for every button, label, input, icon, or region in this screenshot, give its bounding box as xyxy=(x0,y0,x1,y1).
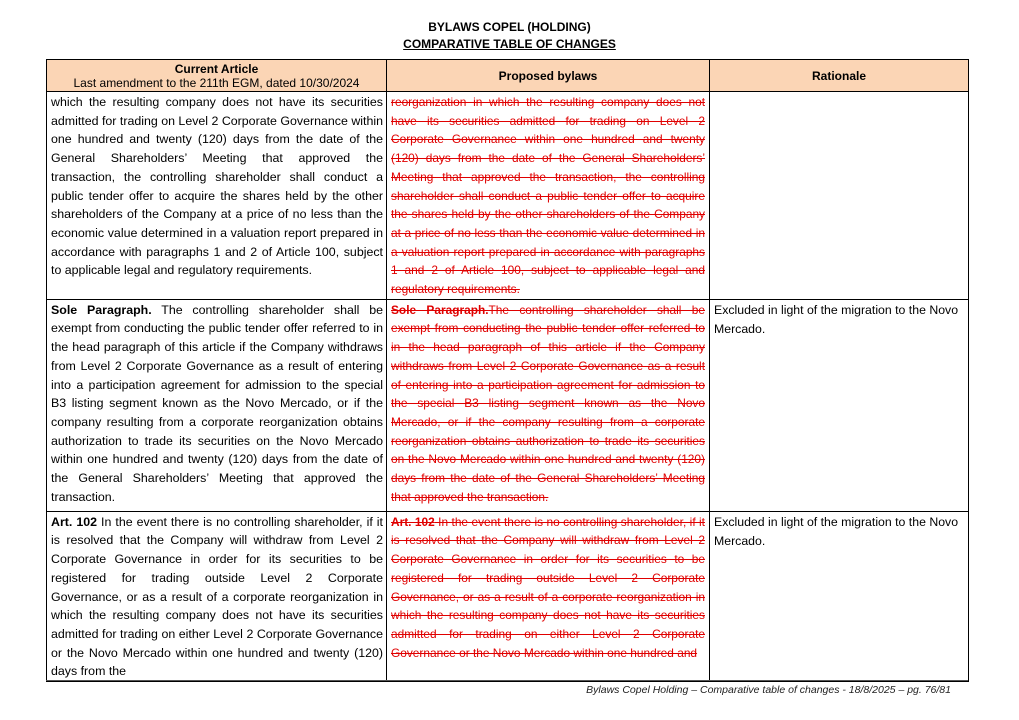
current-article-lead: Art. 102 xyxy=(51,514,98,529)
table-row xyxy=(47,92,969,300)
table-row xyxy=(47,511,969,681)
footer-divider xyxy=(46,680,968,681)
proposed-bylaws-cell xyxy=(387,299,710,511)
document-subtitle: COMPARATIVE TABLE OF CHANGES xyxy=(403,37,616,51)
proposed-bylaws-cell xyxy=(387,92,710,300)
document-title: BYLAWS COPEL (HOLDING) xyxy=(428,20,591,34)
current-article-text: which the resulting company does not have its securities admitted for trading on Level 2 Corporate Governance within one hundred and twenty (120) days from the date of the General Shareholders’ Meeting that approved the transaction, the controlling shareholder shall conduct a public tender offer to acquire the shares held by the other shareholders of the Company at a price of no less than the economic value determined in a valuation report prepared in accordance with paragraphs 1 and 2 of Article 100, subject to applicable legal and regulatory requirements. xyxy=(51,95,383,278)
current-article-cell xyxy=(47,299,387,511)
proposed-bylaws-text: reorganization in which the resulting company does not have its securities admitted for trading on Level 2 Corporate Governance within one hundred and twenty (120) days from the date of the General Shareholders’ Meeting that approved the transaction, the controlling shareholder shall conduct a public tender offer to acquire the shares held by the other shareholders of the Company at a price of no less than the economic value determined in a valuation report prepared in accordance with paragraphs 1 and 2 of Article 100, subject to applicable legal and regulatory requirements. xyxy=(391,95,705,297)
current-article-text: In the event there is no controlling shareholder, if it is resolved that the Company will withdraw from Level 2 Corporate Governance in order for its securities to be registered for trading outside Level 2 Corporate Governance, or as a result of a corporate reorganization in which the resulting company does not have its securities admitted for trading on either Level 2 Corporate Governance or the Novo Mercado within one hundred and twenty (120) days from the xyxy=(51,514,383,679)
proposed-bylaws-text: In the event there is no controlling shareholder, if it is resolved that the Company will withdraw from Level 2 Corporate Governance in order for its securities to be registered for trading outside Level 2 Corporate Governance, or as a result of a corporate reorganization in which the resulting company does not have its securities admitted for trading on either Level 2 Corporate Governance or the Novo Mercado within one hundred and xyxy=(391,514,705,660)
current-article-cell xyxy=(47,92,387,300)
current-article-cell xyxy=(47,511,387,681)
current-article-title: Current Article xyxy=(174,61,259,76)
current-article-text: The controlling shareholder shall be exempt from conducting the public tender offer referred to in the head paragraph of this article if the Company withdraws from Level 2 Corporate Governance as a result of entering into a participation agreement for admission to the special B3 listing segment known as the Novo Mercado, or if the company resulting from a corporate reorganization obtains authorization to trade its securities on the Novo Mercado within one hundred and twenty (120) days from the date of the General Shareholders’ Meeting that approved the transaction. xyxy=(51,302,383,504)
page-footer: Bylaws Copel Holding – Comparative table of changes - 18/8/2025 – pg. 76/81 xyxy=(586,684,951,696)
proposed-bylaws-lead: Sole Paragraph. xyxy=(391,302,489,317)
document-header xyxy=(0,18,1019,52)
rationale-cell: Excluded in light of the migration to the Novo Mercado. xyxy=(710,299,969,511)
rationale-cell: Excluded in light of the migration to the Novo Mercado. xyxy=(710,511,969,681)
proposed-bylaws-header: Proposed bylaws xyxy=(387,60,710,92)
table-header-row xyxy=(47,60,969,92)
table-row xyxy=(47,299,969,511)
rationale-cell xyxy=(710,92,969,300)
rationale-header: Rationale xyxy=(710,60,969,92)
current-article-lead: Sole Paragraph. xyxy=(51,302,152,317)
proposed-bylaws-text: The controlling shareholder shall be exempt from conducting the public tender offer referred to in the head paragraph of this article if the Company withdraws from Level 2 Corporate Governance as a result of entering into a participation agreement for admission to the special B3 listing segment known as the Novo Mercado, or if the company resulting from a corporate reorganization obtains authorization to trade its securities on the Novo Mercado within one hundred and twenty (120) days from the date of the General Shareholders’ Meeting that approved the transaction. xyxy=(391,302,705,504)
current-article-header xyxy=(47,60,387,92)
current-article-subtitle: Last amendment to the 211th EGM, dated 10/30/2024 xyxy=(73,75,360,90)
comparative-table xyxy=(46,59,969,682)
proposed-bylaws-lead: Art. 102 xyxy=(391,514,435,529)
proposed-bylaws-cell xyxy=(387,511,710,681)
